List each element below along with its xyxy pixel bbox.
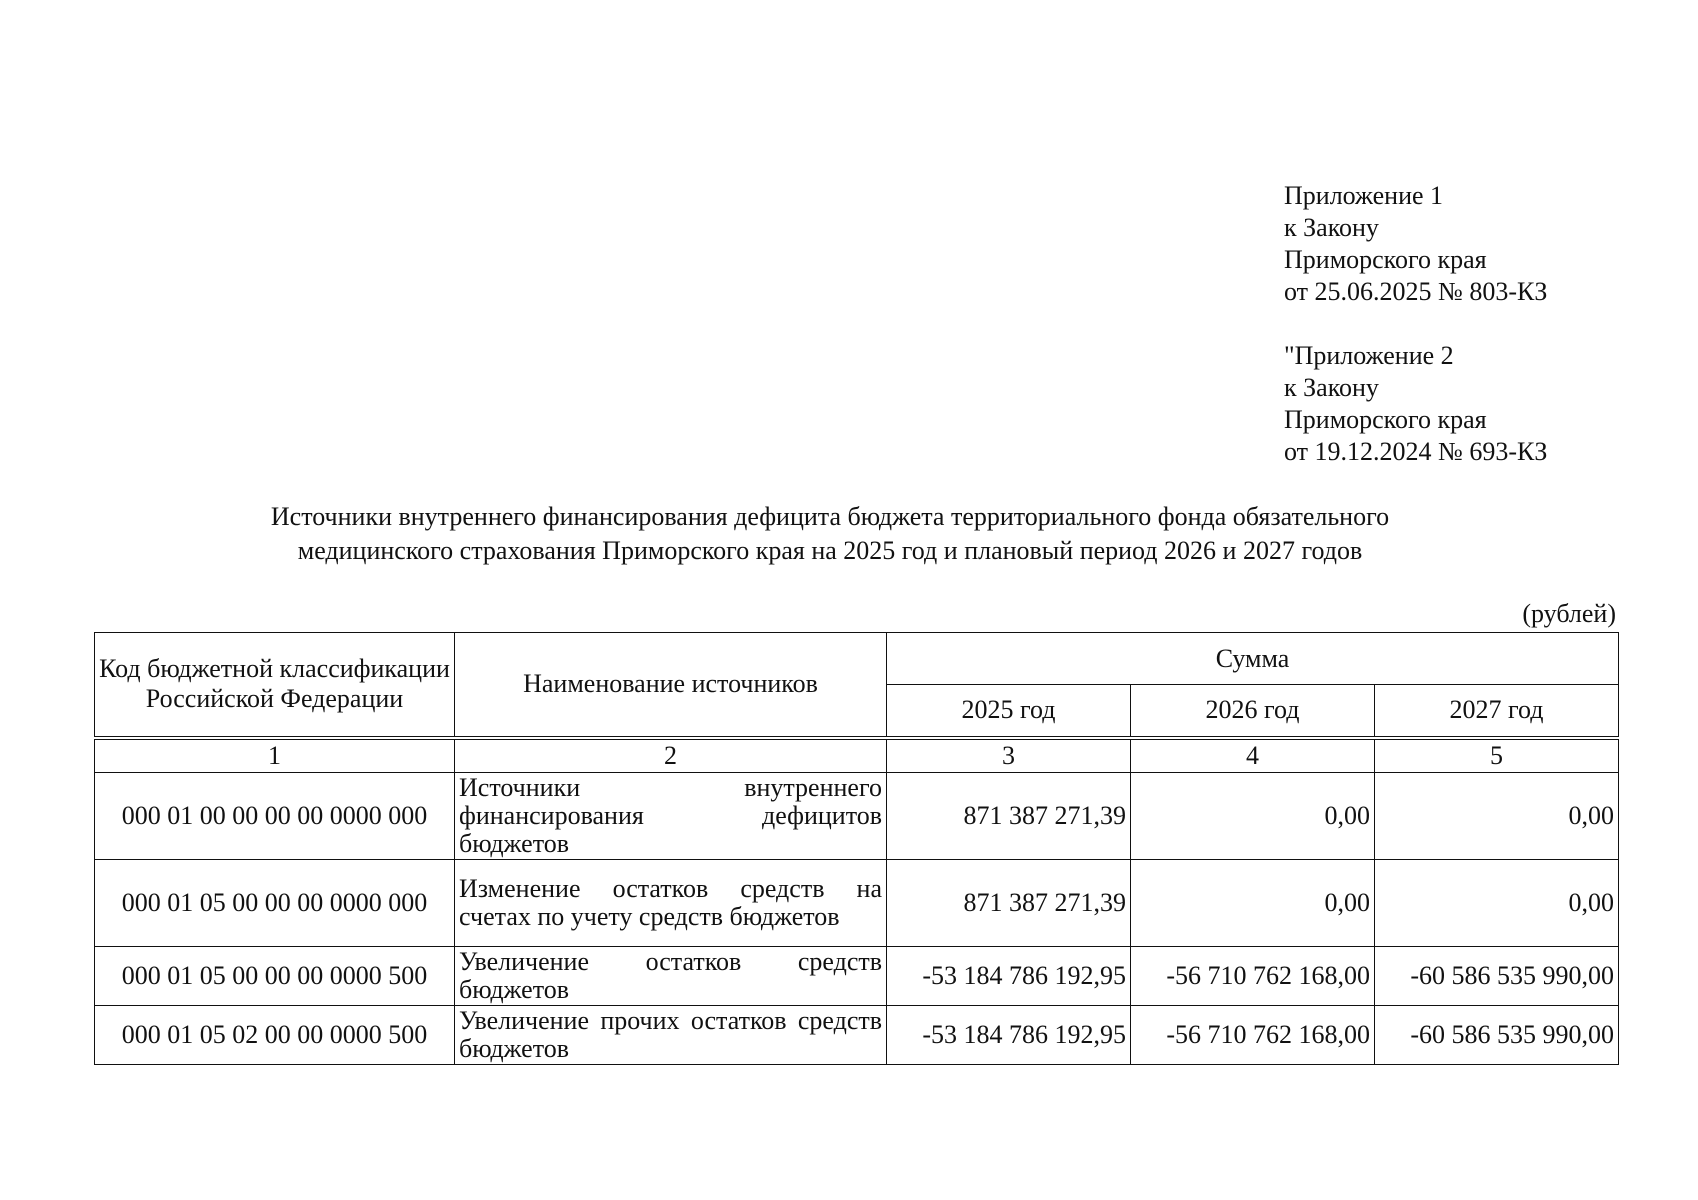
- appendix-2-line-1: "Приложение 2: [1284, 341, 1454, 370]
- row-value-2025: -53 184 786 192,95: [887, 1005, 1131, 1064]
- header-2026: 2026 год: [1131, 685, 1375, 738]
- row-value-2026: -56 710 762 168,00: [1131, 1005, 1375, 1064]
- column-number: 3: [887, 738, 1131, 773]
- appendix-1-line-1: Приложение 1: [1284, 181, 1444, 210]
- table-row: [95, 1005, 1619, 1064]
- row-name: Изменение остатков средств на счетах по учету средств бюджетов: [455, 859, 887, 946]
- appendix-1-line-2: к Закону: [1284, 213, 1379, 242]
- row-value-2027: 0,00: [1375, 859, 1619, 946]
- column-number: 1: [95, 738, 455, 773]
- appendix-1-line-4: от 25.06.2025 № 803-КЗ: [1284, 277, 1548, 306]
- column-number: 2: [455, 738, 887, 773]
- title-line-1: Источники внутреннего финансирования дефицита бюджета территориального фонда обязательного: [270, 502, 1390, 531]
- appendix-2-line-4: от 19.12.2024 № 693-КЗ: [1284, 437, 1548, 466]
- header-code: Код бюджетной классификации Российской Федерации: [95, 633, 455, 738]
- appendix-2-line-2: к Закону: [1284, 373, 1379, 402]
- budget-sources-table: [94, 632, 1619, 1065]
- row-code: 000 01 00 00 00 00 0000 000: [95, 772, 455, 859]
- row-name: Источники внутреннего финансирования дефицитов бюджетов: [455, 772, 887, 859]
- table-row: [95, 946, 1619, 1005]
- row-value-2026: 0,00: [1131, 772, 1375, 859]
- row-value-2025: 871 387 271,39: [887, 859, 1131, 946]
- row-value-2026: -56 710 762 168,00: [1131, 946, 1375, 1005]
- row-value-2027: -60 586 535 990,00: [1375, 1005, 1619, 1064]
- row-value-2025: 871 387 271,39: [887, 772, 1131, 859]
- document-title: [160, 500, 1500, 568]
- appendix-2-block: [1284, 340, 1614, 468]
- appendix-1-block: [1284, 180, 1614, 308]
- header-sum: Сумма: [887, 633, 1619, 685]
- table-row: [95, 859, 1619, 946]
- row-code: 000 01 05 00 00 00 0000 000: [95, 859, 455, 946]
- header-2025: 2025 год: [887, 685, 1131, 738]
- row-value-2027: -60 586 535 990,00: [1375, 946, 1619, 1005]
- row-value-2027: 0,00: [1375, 772, 1619, 859]
- row-value-2026: 0,00: [1131, 859, 1375, 946]
- appendix-1-line-3: Приморского края: [1284, 245, 1487, 274]
- row-name: Увеличение остатков средств бюджетов: [455, 946, 887, 1005]
- header-2027: 2027 год: [1375, 685, 1619, 738]
- title-line-2: медицинского страхования Приморского края на 2025 год и плановый период 2026 и 2027 годов: [297, 536, 1363, 565]
- row-value-2025: -53 184 786 192,95: [887, 946, 1131, 1005]
- header-row-1: [95, 633, 1619, 685]
- column-number: 4: [1131, 738, 1375, 773]
- table-row: [95, 772, 1619, 859]
- row-name: Увеличение прочих остатков средств бюджетов: [455, 1005, 887, 1064]
- appendix-2-line-3: Приморского края: [1284, 405, 1487, 434]
- row-code: 000 01 05 00 00 00 0000 500: [95, 946, 455, 1005]
- column-number: 5: [1375, 738, 1619, 773]
- column-number-row: [95, 738, 1619, 773]
- units-label: (рублей): [1522, 599, 1616, 628]
- row-code: 000 01 05 02 00 00 0000 500: [95, 1005, 455, 1064]
- header-name: Наименование источников: [455, 633, 887, 738]
